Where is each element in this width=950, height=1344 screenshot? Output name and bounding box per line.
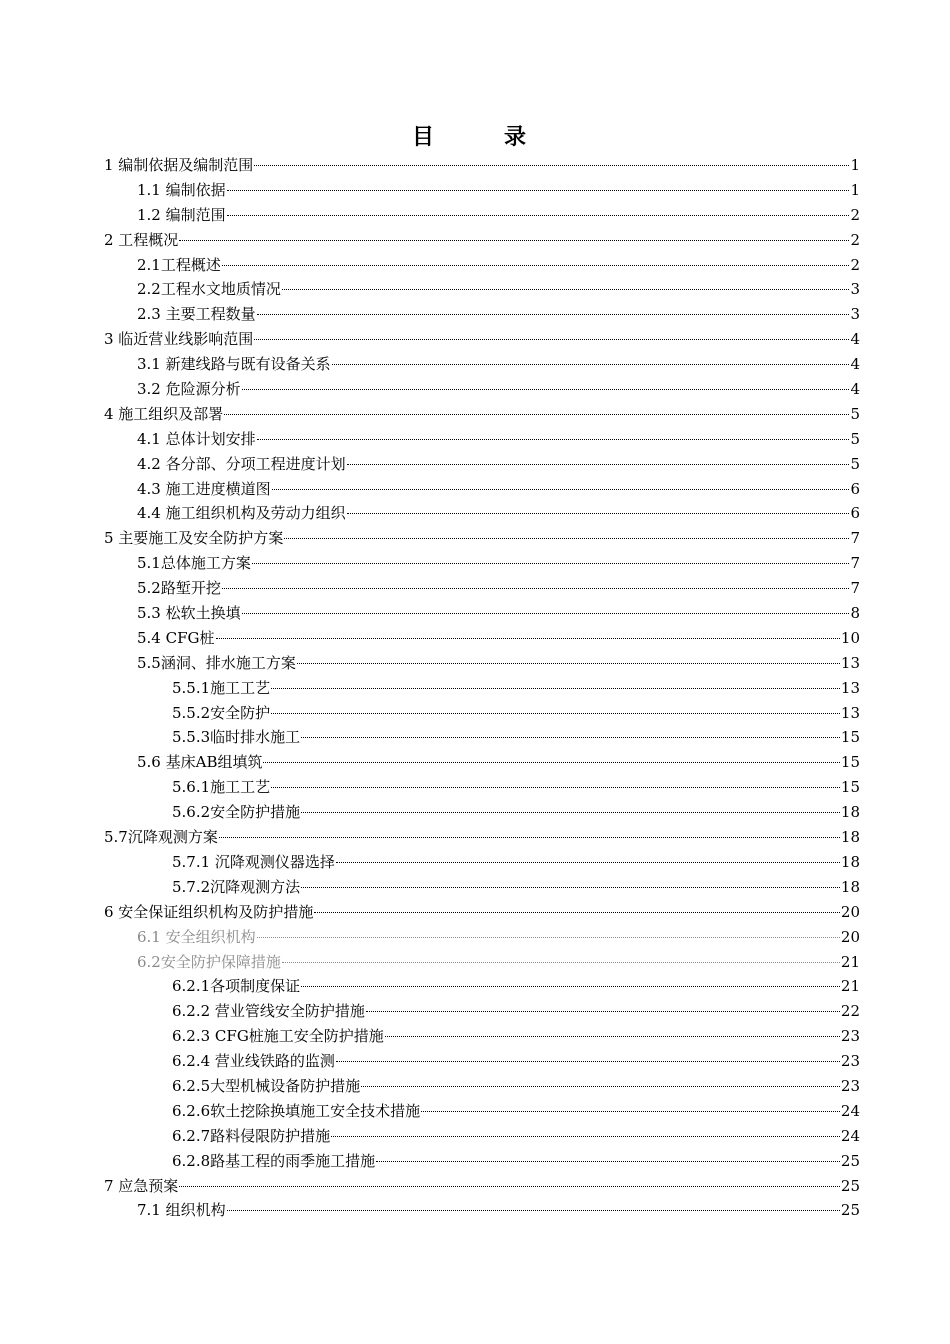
toc-entry-page-number: 2 — [850, 255, 860, 274]
toc-entry-label: 1.1 编制依据 — [137, 180, 226, 199]
toc-leader-dots — [179, 1186, 840, 1187]
toc-leader-dots — [421, 1111, 840, 1112]
toc-entry[interactable] — [104, 850, 860, 875]
toc-entry-page-number: 24 — [840, 1126, 860, 1145]
toc-entry-label: 6.2.1各项制度保证 — [172, 977, 301, 996]
toc-leader-dots — [301, 812, 840, 813]
toc-entry[interactable] — [104, 452, 860, 477]
toc-entry-page-number: 2 — [850, 230, 860, 249]
toc-entry[interactable] — [104, 725, 860, 750]
toc-entry[interactable] — [104, 626, 860, 651]
toc-leader-dots — [301, 986, 840, 987]
toc-leader-dots — [271, 787, 840, 788]
toc-entry-label: 1.2 编制范围 — [137, 205, 226, 224]
toc-entry[interactable] — [104, 302, 860, 327]
toc-entry-label: 3.2 危险源分析 — [137, 380, 241, 399]
toc-entry-page-number: 3 — [850, 280, 860, 299]
toc-entry[interactable] — [104, 501, 860, 526]
toc-entry-label: 5.3 松软土换填 — [137, 604, 241, 623]
toc-entry-page-number: 13 — [840, 703, 860, 722]
toc-entry-page-number: 21 — [840, 952, 860, 971]
toc-entry[interactable] — [104, 352, 860, 377]
toc-leader-dots — [272, 489, 850, 490]
toc-entry[interactable] — [104, 402, 860, 427]
toc-entry[interactable] — [104, 551, 860, 576]
toc-entry[interactable] — [104, 900, 860, 925]
toc-entry[interactable] — [104, 178, 860, 203]
toc-leader-dots — [332, 364, 850, 365]
toc-leader-dots — [331, 1136, 840, 1137]
toc-entry-label: 5.7.2沉降观测方法 — [172, 877, 301, 896]
toc-entry[interactable] — [104, 1024, 860, 1049]
toc-entry-label: 2.3 主要工程数量 — [137, 305, 256, 324]
toc-entry-page-number: 23 — [840, 1076, 860, 1095]
toc-entry-page-number: 1 — [850, 180, 860, 199]
toc-entry[interactable] — [104, 1149, 860, 1174]
toc-entry[interactable] — [104, 750, 860, 775]
toc-leader-dots — [301, 887, 840, 888]
toc-leader-dots — [297, 663, 840, 664]
toc-entry-page-number: 23 — [840, 1027, 860, 1046]
toc-entry-page-number: 6 — [850, 504, 860, 523]
toc-leader-dots — [271, 688, 840, 689]
toc-entry[interactable] — [104, 651, 860, 676]
toc-entry-page-number: 13 — [840, 678, 860, 697]
toc-leader-dots — [252, 563, 850, 564]
toc-leader-dots — [219, 837, 840, 838]
toc-leader-dots — [282, 289, 850, 290]
toc-entry[interactable] — [104, 228, 860, 253]
toc-entry-page-number: 6 — [850, 479, 860, 498]
toc-entry-label: 2.2工程水文地质情况 — [137, 280, 281, 299]
toc-entry[interactable] — [104, 701, 860, 726]
toc-entry[interactable] — [104, 1198, 860, 1223]
toc-entry[interactable] — [104, 526, 860, 551]
toc-entry-label: 6.2.3 CFG桩施工安全防护措施 — [172, 1027, 384, 1046]
toc-entry-label: 6.2.2 营业管线安全防护措施 — [172, 1002, 365, 1021]
toc-entry-label: 6.2.6软土挖除换填施工安全技术措施 — [172, 1101, 421, 1120]
toc-leader-dots — [179, 240, 849, 241]
toc-entry-label: 5.6.1施工工艺 — [172, 778, 271, 797]
toc-entry[interactable] — [104, 1049, 860, 1074]
toc-entry[interactable] — [104, 974, 860, 999]
toc-entry-label: 4.2 各分部、分项工程进度计划 — [137, 454, 346, 473]
toc-leader-dots — [336, 1061, 840, 1062]
toc-entry-label: 5.5涵洞、排水施工方案 — [137, 653, 296, 672]
toc-leader-dots — [347, 464, 850, 465]
toc-entry[interactable] — [104, 576, 860, 601]
toc-entry-label: 2 工程概况 — [104, 230, 179, 249]
toc-entry[interactable] — [104, 153, 860, 178]
toc-entry-page-number: 1 — [850, 156, 860, 174]
toc-entry[interactable] — [104, 427, 860, 452]
table-of-contents — [104, 153, 860, 1223]
toc-leader-dots — [254, 339, 849, 340]
toc-leader-dots — [336, 862, 840, 863]
toc-entry[interactable] — [104, 477, 860, 502]
toc-entry-label: 4 施工组织及部署 — [104, 404, 224, 423]
toc-leader-dots — [242, 389, 850, 390]
toc-entry-page-number: 5 — [850, 404, 860, 423]
toc-leader-dots — [385, 1036, 840, 1037]
toc-entry-page-number: 15 — [840, 753, 860, 772]
toc-leader-dots — [376, 1161, 840, 1162]
toc-leader-dots — [263, 762, 839, 763]
toc-entry-page-number: 4 — [850, 380, 860, 399]
toc-entry-label: 5.6.2安全防护措施 — [172, 803, 301, 822]
toc-entry-page-number: 22 — [840, 1002, 860, 1021]
toc-leader-dots — [257, 937, 840, 938]
toc-entry[interactable] — [104, 253, 860, 278]
toc-entry[interactable] — [104, 277, 860, 302]
toc-entry-page-number: 15 — [840, 728, 860, 747]
toc-leader-dots — [242, 613, 850, 614]
toc-leader-dots — [254, 165, 849, 166]
toc-entry-page-number: 3 — [850, 305, 860, 324]
toc-entry-label: 6.2.4 营业线铁路的监测 — [172, 1052, 335, 1071]
toc-leader-dots — [361, 1086, 840, 1087]
toc-entry-page-number: 7 — [850, 554, 860, 573]
toc-entry-label: 6.2安全防护保障措施 — [137, 952, 281, 971]
toc-entry[interactable] — [104, 676, 860, 701]
toc-entry-page-number: 18 — [840, 803, 860, 822]
toc-leader-dots — [314, 912, 840, 913]
toc-entry-label: 7 应急预案 — [104, 1176, 179, 1195]
toc-entry[interactable] — [104, 800, 860, 825]
toc-leader-dots — [227, 190, 850, 191]
toc-entry-label: 6.2.7路料侵限防护措施 — [172, 1126, 331, 1145]
toc-entry-page-number: 5 — [850, 429, 860, 448]
toc-entry-label: 5.2路堑开挖 — [137, 579, 221, 598]
toc-entry-label: 4.4 施工组织机构及劳动力组织 — [137, 504, 346, 523]
toc-entry-label: 5.6 基床AB组填筑 — [137, 753, 263, 772]
toc-entry[interactable] — [104, 327, 860, 352]
toc-entry-page-number: 4 — [850, 355, 860, 374]
toc-leader-dots — [282, 962, 840, 963]
toc-entry-page-number: 18 — [840, 877, 860, 896]
toc-entry-page-number: 8 — [850, 604, 860, 623]
toc-entry-label: 2.1工程概述 — [137, 255, 221, 274]
toc-leader-dots — [347, 513, 850, 514]
toc-entry-label: 5.7.1 沉降观测仪器选择 — [172, 852, 335, 871]
toc-entry-page-number: 5 — [850, 454, 860, 473]
toc-entry-label: 3.1 新建线路与既有设备关系 — [137, 355, 331, 374]
toc-entry-label: 5.5.1施工工艺 — [172, 678, 271, 697]
toc-leader-dots — [257, 314, 850, 315]
toc-leader-dots — [227, 215, 850, 216]
toc-title: 目 录 — [411, 124, 550, 150]
toc-leader-dots — [227, 1210, 840, 1211]
toc-entry-label: 4.1 总体计划安排 — [137, 429, 256, 448]
toc-entry-page-number: 4 — [850, 330, 860, 349]
toc-entry-page-number: 21 — [840, 977, 860, 996]
toc-leader-dots — [366, 1011, 840, 1012]
toc-entry-page-number: 25 — [840, 1176, 860, 1195]
toc-entry-label: 6.2.8路基工程的雨季施工措施 — [172, 1151, 376, 1170]
toc-entry-page-number: 23 — [840, 1052, 860, 1071]
toc-entry-label: 5.1总体施工方案 — [137, 554, 251, 573]
toc-entry[interactable] — [104, 203, 860, 228]
toc-entry[interactable] — [104, 1124, 860, 1149]
toc-entry-page-number: 2 — [850, 205, 860, 224]
toc-entry-page-number: 20 — [840, 902, 860, 921]
toc-entry-page-number: 7 — [850, 579, 860, 598]
toc-entry-label: 5 主要施工及安全防护方案 — [104, 529, 284, 548]
toc-entry-page-number: 25 — [840, 1151, 860, 1170]
toc-entry[interactable] — [104, 1099, 860, 1124]
toc-leader-dots — [224, 414, 849, 415]
toc-entry[interactable] — [104, 601, 860, 626]
toc-entry-page-number: 24 — [840, 1101, 860, 1120]
toc-entry[interactable] — [104, 925, 860, 950]
toc-entry-page-number: 18 — [840, 828, 860, 847]
toc-entry-label: 6 安全保证组织机构及防护措施 — [104, 902, 314, 921]
toc-entry-label: 1 编制依据及编制范围 — [104, 156, 254, 174]
toc-entry-page-number: 18 — [840, 852, 860, 871]
toc-entry-label: 5.4 CFG桩 — [137, 628, 215, 647]
toc-entry-label: 3 临近营业线影响范围 — [104, 330, 254, 349]
toc-leader-dots — [257, 439, 850, 440]
toc-leader-dots — [301, 737, 840, 738]
toc-entry-label: 6.2.5大型机械设备防护措施 — [172, 1076, 361, 1095]
toc-entry[interactable] — [104, 775, 860, 800]
toc-entry-page-number: 10 — [840, 628, 860, 647]
toc-entry-page-number: 25 — [840, 1201, 860, 1220]
toc-entry[interactable] — [104, 875, 860, 900]
toc-leader-dots — [284, 538, 849, 539]
toc-entry-label: 4.3 施工进度横道图 — [137, 479, 271, 498]
toc-leader-dots — [222, 588, 850, 589]
toc-leader-dots — [271, 713, 840, 714]
toc-entry-page-number: 7 — [850, 529, 860, 548]
toc-entry-label: 5.5.2安全防护 — [172, 703, 271, 722]
toc-entry[interactable] — [104, 377, 860, 402]
toc-leader-dots — [216, 638, 840, 639]
toc-entry[interactable] — [104, 1074, 860, 1099]
toc-leader-dots — [222, 265, 850, 266]
toc-entry-label: 5.7沉降观测方案 — [104, 828, 218, 847]
toc-entry-label: 7.1 组织机构 — [137, 1201, 226, 1220]
toc-entry-label: 6.1 安全组织机构 — [137, 927, 256, 946]
toc-entry[interactable] — [104, 825, 860, 850]
toc-entry[interactable] — [104, 950, 860, 975]
toc-entry[interactable] — [104, 999, 860, 1024]
toc-entry-page-number: 15 — [840, 778, 860, 797]
toc-entry[interactable] — [104, 1174, 860, 1199]
toc-entry-page-number: 20 — [840, 927, 860, 946]
toc-entry-label: 5.5.3临时排水施工 — [172, 728, 301, 747]
toc-entry-page-number: 13 — [840, 653, 860, 672]
